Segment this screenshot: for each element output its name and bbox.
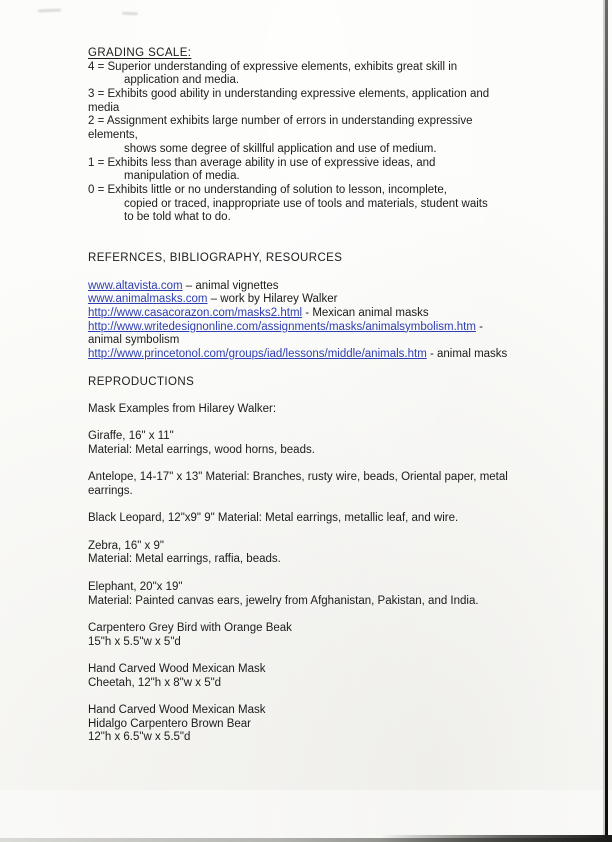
reproduction-line: earrings. [88, 485, 133, 497]
reproduction-line: Elephant, 20"x 19" [88, 580, 183, 593]
blank-line [88, 266, 588, 280]
grading-line: copied or traced, inappropriate use of tools and materials, student waits [124, 197, 488, 210]
grading-line: elements, [88, 129, 138, 142]
document-text-block [88, 47, 588, 745]
blank-line [88, 649, 588, 663]
grading-line: 0 = Exhibits little or no understanding of solution to lesson, incomplete, [88, 183, 447, 196]
reproduction-line: 12"h x 6.5"w x 5.5"d [88, 731, 191, 744]
reproduction-line: 15"h x 5.5"w x 5"d [88, 635, 181, 648]
reproduction-line: Material: Painted canvas ears, jewelry from Afghanistan, Pakistan, and India. [88, 594, 479, 607]
blank-line [88, 239, 588, 253]
grading-scale-heading: GRADING SCALE: [88, 47, 192, 59]
scan-smudge [122, 12, 138, 16]
reproduction-line: Hidalgo Carpentero Brown Bear [88, 717, 252, 730]
reproduction-line: Material: Metal earrings, raffia, beads. [88, 553, 281, 566]
reference-description: - animal masks [426, 348, 508, 361]
reproduction-line: Zebra, 16" x 9" [88, 539, 164, 552]
blank-line [88, 690, 588, 704]
reproduction-line: Black Leopard, 12"x9" 9" Material: Metal earrings, metallic leaf, and wire. [88, 512, 459, 525]
reproduction-item-antelope [88, 471, 588, 498]
scan-edge-bottom-corner [380, 835, 612, 842]
grading-line: application and media. [124, 74, 240, 87]
reproductions-heading: REPRODUCTIONS [88, 375, 195, 388]
reference-link-altavista[interactable]: www.altavista.com [88, 279, 183, 292]
reference-link-writedesignonline[interactable]: http://www.writedesignonline.com/assignments/masks/animalsymbolism.htm [88, 320, 476, 333]
reproduction-item-hidalgo-brown-bear-mask [88, 704, 588, 745]
reference-description: – work by Hilarey Walker [207, 293, 338, 306]
blank-line [88, 225, 588, 239]
blank-line [88, 389, 588, 403]
grading-line: media [88, 101, 120, 114]
reproduction-line: Material: Metal earrings, wood horns, beads. [88, 443, 315, 456]
reproduction-item-elephant [88, 581, 588, 608]
blank-line [88, 567, 588, 581]
reference-item [88, 348, 588, 362]
scan-smudge [38, 9, 61, 13]
reproduction-line: Hand Carved Wood Mexican Mask [88, 704, 266, 716]
reproduction-line: Giraffe, 16" x 11" [88, 430, 174, 443]
reproduction-item-zebra [88, 540, 588, 567]
reproduction-line: Carpentero Grey Bird with Orange Beak [88, 621, 292, 634]
reference-description: – animal vignettes [182, 279, 279, 292]
grading-line: shows some degree of skillful application and use of medium. [124, 142, 437, 155]
reference-item [88, 307, 588, 321]
mask-examples-intro: Mask Examples from Hilarey Walker: [88, 402, 277, 415]
reference-description: - [475, 320, 483, 333]
reproduction-item-cheetah-mask [88, 663, 588, 690]
scan-edge-right [605, 0, 608, 842]
reference-description-wrap: animal symbolism [88, 334, 180, 347]
blank-line [88, 458, 588, 472]
grading-line: manipulation of media. [124, 170, 240, 183]
reference-link-casacorazon[interactable]: http://www.casacorazon.com/masks2.html [88, 307, 303, 320]
blank-line [88, 608, 588, 622]
blank-line [88, 499, 588, 513]
reference-item [88, 280, 588, 294]
reference-item [88, 293, 588, 307]
grading-line: 4 = Superior understanding of expressive elements, exhibits great skill in [88, 60, 458, 73]
scan-light-band [0, 790, 612, 838]
references-heading: REFERNCES, BIBLIOGRAPHY, RESOURCES [88, 252, 343, 265]
reference-link-animalmasks[interactable]: www.animalmasks.com [88, 293, 208, 306]
grading-line: 2 = Assignment exhibits large number of errors in understanding expressive [88, 115, 473, 128]
reproduction-item-giraffe [88, 430, 588, 457]
grading-line: to be told what to do. [124, 211, 231, 224]
blank-line [88, 417, 588, 431]
reproduction-item-black-leopard [88, 512, 588, 526]
grading-line: 3 = Exhibits good ability in understanding expressive elements, application and [88, 88, 490, 101]
blank-line [88, 526, 588, 540]
reference-description: - Mexican animal masks [302, 307, 429, 320]
reproduction-line: Hand Carved Wood Mexican Mask [88, 662, 266, 675]
grading-line: 1 = Exhibits less than average ability in use of expressive ideas, and [88, 156, 436, 169]
reproduction-line: Cheetah, 12"h x 8"w x 5"d [88, 676, 222, 689]
reproduction-item-carpentero-grey-bird [88, 622, 588, 649]
reproduction-line: Antelope, 14-17" x 13" Material: Branches, rusty wire, beads, Oriental paper, metal [88, 471, 508, 484]
blank-line [88, 362, 588, 376]
reference-link-princetonol[interactable]: http://www.princetonol.com/groups/iad/lessons/middle/animals.htm [88, 348, 427, 361]
reference-item [88, 321, 588, 335]
